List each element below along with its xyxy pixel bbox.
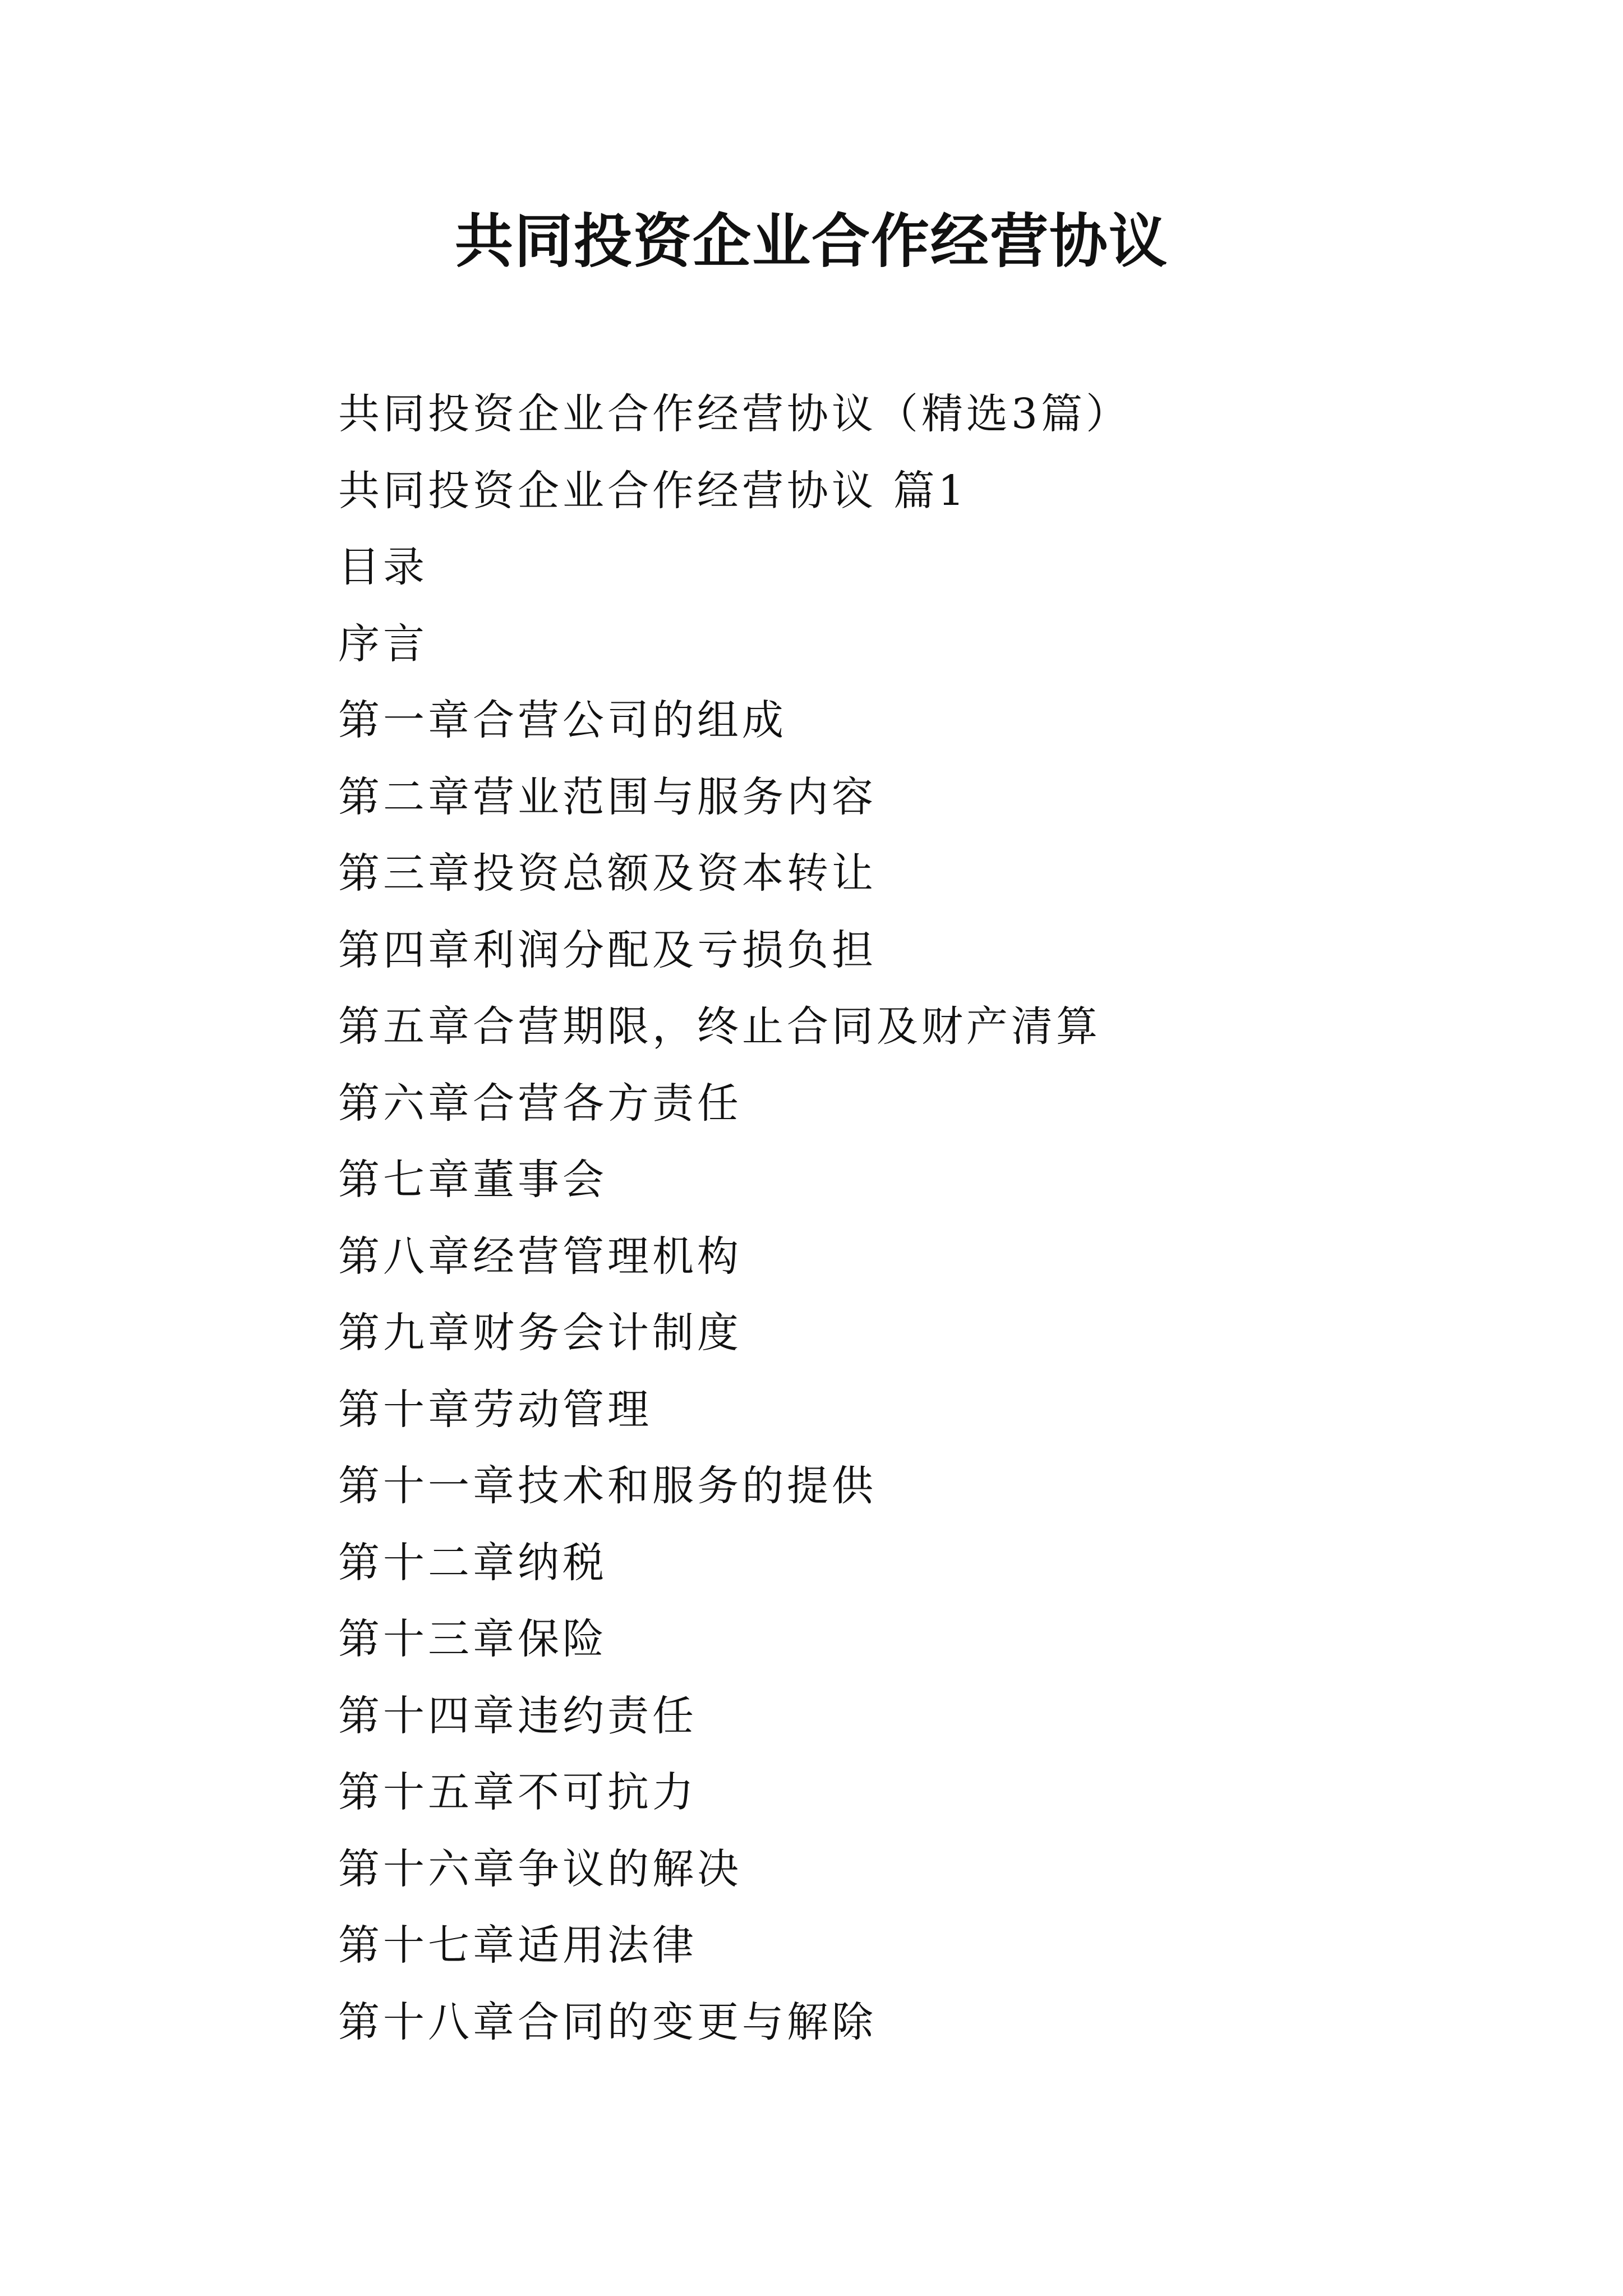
table-of-contents xyxy=(338,376,1516,2060)
subtitle-line: 共同投资企业合作经营协议（精选3篇） xyxy=(338,390,1131,438)
toc-item-chapter-10: 第十章劳动管理 xyxy=(338,1385,652,1434)
toc-item-chapter-18: 第十八章合同的变更与解除 xyxy=(338,1998,877,2046)
toc-item-chapter-1: 第一章合营公司的组成 xyxy=(338,696,787,744)
section-heading: 共同投资企业合作经营协议 篇1 xyxy=(338,466,968,515)
toc-item-chapter-3: 第三章投资总额及资本转让 xyxy=(338,849,877,898)
toc-item-chapter-13: 第十三章保险 xyxy=(338,1615,607,1663)
toc-item-chapter-17: 第十七章适用法律 xyxy=(338,1921,697,1970)
toc-item-chapter-8: 第八章经营管理机构 xyxy=(338,1232,742,1281)
toc-item-chapter-16: 第十六章争议的解决 xyxy=(338,1844,742,1893)
toc-item-chapter-6: 第六章合营各方责任 xyxy=(338,1079,742,1128)
toc-item-preface: 序言 xyxy=(338,619,428,668)
toc-item-chapter-11: 第十一章技术和服务的提供 xyxy=(338,1462,877,1510)
toc-item-chapter-4: 第四章利润分配及亏损负担 xyxy=(338,926,877,974)
toc-item-chapter-12: 第十二章纳税 xyxy=(338,1538,607,1587)
document-title: 共同投资企业合作经营协议 xyxy=(454,206,1168,275)
toc-item-chapter-7: 第七章董事会 xyxy=(338,1156,607,1204)
toc-item-chapter-14: 第十四章违约责任 xyxy=(338,1691,697,1740)
toc-item-chapter-2: 第二章营业范围与服务内容 xyxy=(338,772,877,821)
toc-item-chapter-5: 第五章合营期限，终止合同及财产清算 xyxy=(338,1002,1101,1051)
toc-item-chapter-15: 第十五章不可抗力 xyxy=(338,1768,697,1816)
toc-heading: 目录 xyxy=(338,543,428,591)
toc-item-chapter-9: 第九章财务会计制度 xyxy=(338,1309,742,1357)
